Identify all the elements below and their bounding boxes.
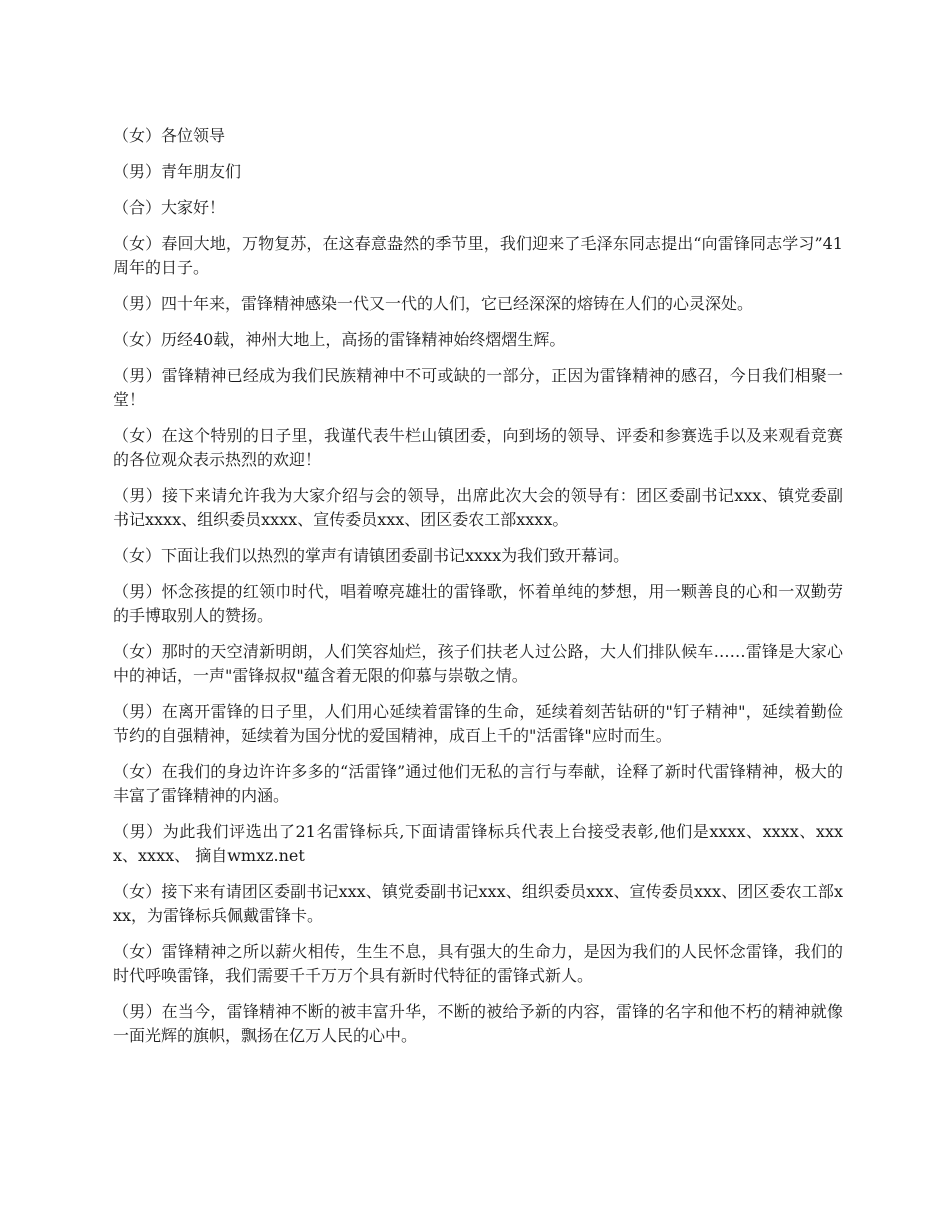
document-body [113,124,843,1060]
paragraph-1: （女）各位领导 [113,126,226,145]
paragraph-9: （男）接下来请允许我为大家介绍与会的领导，出席此次大会的领导有：团区委副书记xxx、镇党委副书记xxxx、组织委员xxxx、宣传委员xxx、团区委农工部xxxx。 [113,486,843,529]
paragraph-10: （女）下面让我们以热烈的掌声有请镇团委副书记xxxx为我们致开幕词。 [113,546,630,565]
paragraph-3: （合）大家好！ [113,198,226,217]
paragraph-8: （女）在这个特别的日子里，我谨代表牛栏山镇团委，向到场的领导、评委和参赛选手以及来观看竞赛的各位观众表示热烈的欢迎！ [113,426,843,469]
paragraph-11: （男）怀念孩提的红领巾时代，唱着嘹亮雄壮的雷锋歌，怀着单纯的梦想，用一颗善良的心和一双勤劳的手博取别人的赞扬。 [113,582,843,625]
paragraph-7: （男）雷锋精神已经成为我们民族精神中不可或缺的一部分，正因为雷锋精神的感召，今日我们相聚一堂！ [113,366,843,409]
paragraph-6: （女）历经40载，神州大地上，高扬的雷锋精神始终熠熠生辉。 [113,330,566,349]
paragraph-15: （男）为此我们评选出了21名雷锋标兵,下面请雷锋标兵代表上台接受表彰,他们是xxxx、xxxx、xxxx、xxxx、 摘自wmxz.net [113,822,843,865]
paragraph-14: （女）在我们的身边许许多多的“活雷锋”通过他们无私的言行与奉献，诠释了新时代雷锋精神，极大的丰富了雷锋精神的内涵。 [113,762,843,805]
paragraph-2: （男）青年朋友们 [113,162,242,181]
paragraph-17: （女）雷锋精神之所以薪火相传，生生不息，具有强大的生命力，是因为我们的人民怀念雷锋，我们的时代呼唤雷锋，我们需要千千万万个具有新时代特征的雷锋式新人。 [113,942,843,985]
paragraph-4: （女）春回大地，万物复苏，在这春意盎然的季节里，我们迎来了毛泽东同志提出“向雷锋同志学习”41周年的日子。 [113,234,843,277]
paragraph-16: （女）接下来有请团区委副书记xxx、镇党委副书记xxx、组织委员xxx、宣传委员xxx、团区委农工部xxx，为雷锋标兵佩戴雷锋卡。 [113,882,843,925]
paragraph-18: （男）在当今，雷锋精神不断的被丰富升华，不断的被给予新的内容，雷锋的名字和他不朽的精神就像一面光辉的旗帜，飘扬在亿万人民的心中。 [113,1002,843,1045]
paragraph-13: （男）在离开雷锋的日子里，人们用心延续着雷锋的生命，延续着刻苦钻研的"钉子精神"，延续着勤俭节约的自强精神，延续着为国分忧的爱国精神，成百上千的"活雷锋"应时而生。 [113,702,843,745]
paragraph-5: （男）四十年来，雷锋精神感染一代又一代的人们，它已经深深的熔铸在人们的心灵深处。 [113,294,754,313]
paragraph-12: （女）那时的天空清新明朗，人们笑容灿烂，孩子们扶老人过公路，大人们排队候车……雷锋是大家心中的神话，一声"雷锋叔叔"蕴含着无限的仰慕与崇敬之情。 [113,642,843,685]
